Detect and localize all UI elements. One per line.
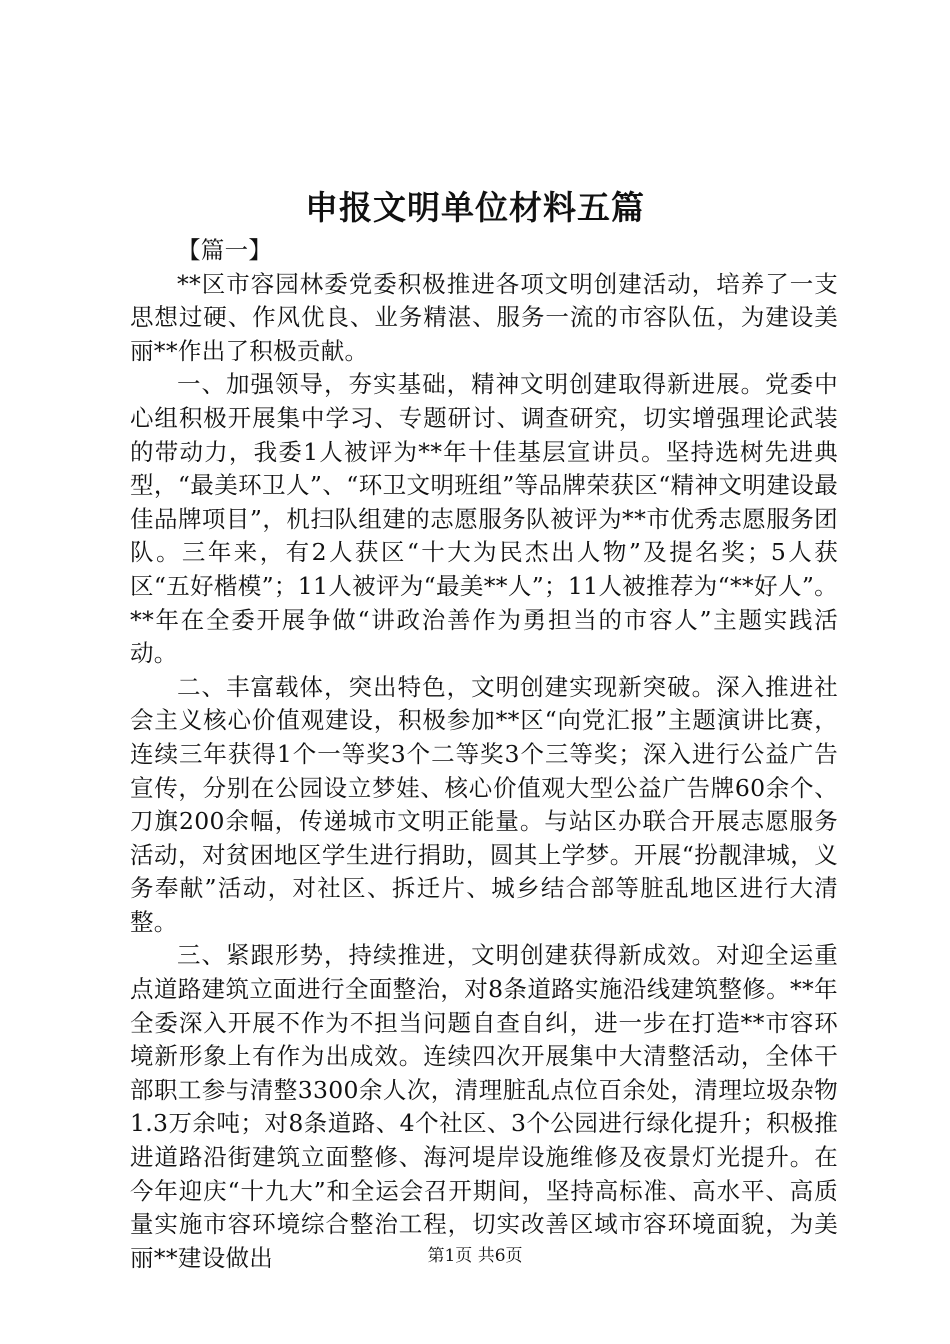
paragraph-intro: **区市容园林委党委积极推进各项文明创建活动，培养了一支思想过硬、作风优良、业务精湛、服务一流的市容队伍，为建设美丽**作出了积极贡献。 <box>130 269 838 365</box>
document-title: 申报文明单位材料五篇 <box>305 188 645 227</box>
section-label: 【篇一】 <box>177 236 273 264</box>
paragraph-section-2: 二、丰富载体，突出特色，文明创建实现新突破。深入推进社会主义核心价值观建设，积极参加**区“向党汇报”主题演讲比赛，连续三年获得1个一等奖3个二等奖3个三等奖；深入进行公益广告宣传，分别在公园设立梦娃、核心价值观大型公益广告牌60余个、刀旗200余幅，传递城市文明正能量。与站区办联合开展志愿服务活动，对贫困地区学生进行捐助，圆其上学梦。开展“扮靓津城，义务奉献”活动，对社区、拆迁片、城乡结合部等脏乱地区进行大清整。 <box>130 672 838 936</box>
paragraph-section-1: 一、加强领导，夯实基础，精神文明创建取得新进展。党委中心组积极开展集中学习、专题研讨、调查研究，切实增强理论武装的带动力，我委1人被评为**年十佳基层宣讲员。坚持选树先进典型，“最美环卫人”、“环卫文明班组”等品牌荣获区“精神文明建设最佳品牌项目”，机扫队组建的志愿服务队被评为**市优秀志愿服务团队。三年来，有2人获区“十大为民杰出人物”及提名奖；5人获区“五好楷模”；11人被评为“最美**人”；11人被推荐为“**好人”。**年在全委开展争做“讲政治善作为勇担当的市容人”主题实践活动。 <box>130 370 838 668</box>
document-body <box>130 234 838 1275</box>
page-footer: 第1页 共6页 <box>427 1246 523 1266</box>
paragraph-section-3: 三、紧跟形势，持续推进，文明创建获得新成效。对迎全运重点道路建筑立面进行全面整治，对8条道路实施沿线建筑整修。**年全委深入开展不作为不担当问题自查自纠，进一步在打造**市容环境新形象上有作为出成效。连续四次开展集中大清整活动，全体干部职工参与清整3300余人次，清理脏乱点位百余处，清理垃圾杂物1.3万余吨；对8条道路、4个社区、3个公园进行绿化提升；积极推进道路沿街建筑立面整修、海河堤岸设施维修及夜景灯光提升。在今年迎庆“十九大”和全运会召开期间，坚持高标准、高水平、高质量实施市容环境综合整治工程，切实改善区域市容环境面貌，为美丽**建设做出 <box>130 941 838 1272</box>
